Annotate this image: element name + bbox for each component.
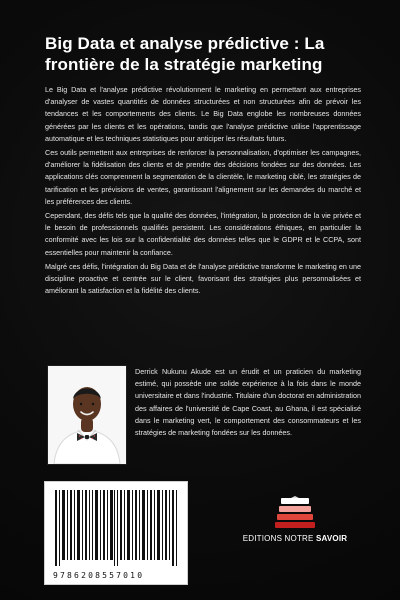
publisher-logo xyxy=(273,496,317,530)
book-title-line-2: frontière de la stratégie marketing xyxy=(45,55,323,74)
summary-paragraph-2: Ces outils permettent aux entreprises de renforcer la personnalisation, d'optimiser les campagnes, d'améliorer la fidélisation des clients et de prendre des décisions fondées sur des données. Les applications clés comprennent la segmentation de la clientèle, le marketing ciblé, les stratégies de tarification et les prévisions de ventes, garantissant l'alignement sur les demandes du marché et les préférences des clients. xyxy=(45,148,361,206)
author-portrait-illustration xyxy=(48,366,126,464)
publisher-name-bold: SAVOIR xyxy=(315,534,348,543)
publisher-name-prefix: EDITIONS NOTRE xyxy=(242,534,316,543)
barcode-bars xyxy=(53,490,179,566)
barcode-digits: 9786208557010 xyxy=(53,571,145,580)
isbn-barcode xyxy=(44,481,188,585)
book-title-line-1: Big Data et analyse prédictive : La xyxy=(45,34,325,53)
summary-paragraph-3: Cependant, des défis tels que la qualité des données, l'intégration, la protection de la vie privée et le besoin de professionnels qualifiés persistent. Les considérations éthiques, en particulier la conformité avec les lois sur la confidentialité des données telles que le GDPR et le CCPA, sont essentielles pour maintenir la confiance. xyxy=(45,211,361,257)
author-photo xyxy=(47,365,127,465)
author-bio: Derrick Nukunu Akude est un érudit et un praticien du marketing estimé, qui possède une solide expérience à la fois dans le monde universitaire et dans l'industrie. Titulaire d'un doctorat en administration des affaires de l'université de Cape Coast, au Ghana, il est spécialisé dans le marketing vert, le comportement des consommateurs et les stratégies de marketing fondées sur les données. xyxy=(135,367,361,438)
book-title xyxy=(45,33,365,75)
book-summary xyxy=(45,84,361,299)
summary-paragraph-4: Malgré ces défis, l'intégration du Big Data et de l'analyse prédictive transforme le marketing en une discipline proactive et centrée sur le client, favorisant des stratégies plus personnalisées et améliorant la satisfaction et la fidélité des clients. xyxy=(45,261,361,296)
publisher xyxy=(240,496,350,544)
publisher-name xyxy=(240,534,350,544)
summary-paragraph-1: Le Big Data et l'analyse prédictive révolutionnent le marketing en permettant aux entreprises d'analyser de vastes quantités de données structurées et non structurées afin de prévoir les tendances et les comportements des clients. Le Big Data englobe les nombreuses données générées par les clients et les opérations, tandis que l'analyse prédictive utilise l'apprentissage automatique et les techniques statistiques pour anticiper les résultats futurs. xyxy=(45,85,361,143)
